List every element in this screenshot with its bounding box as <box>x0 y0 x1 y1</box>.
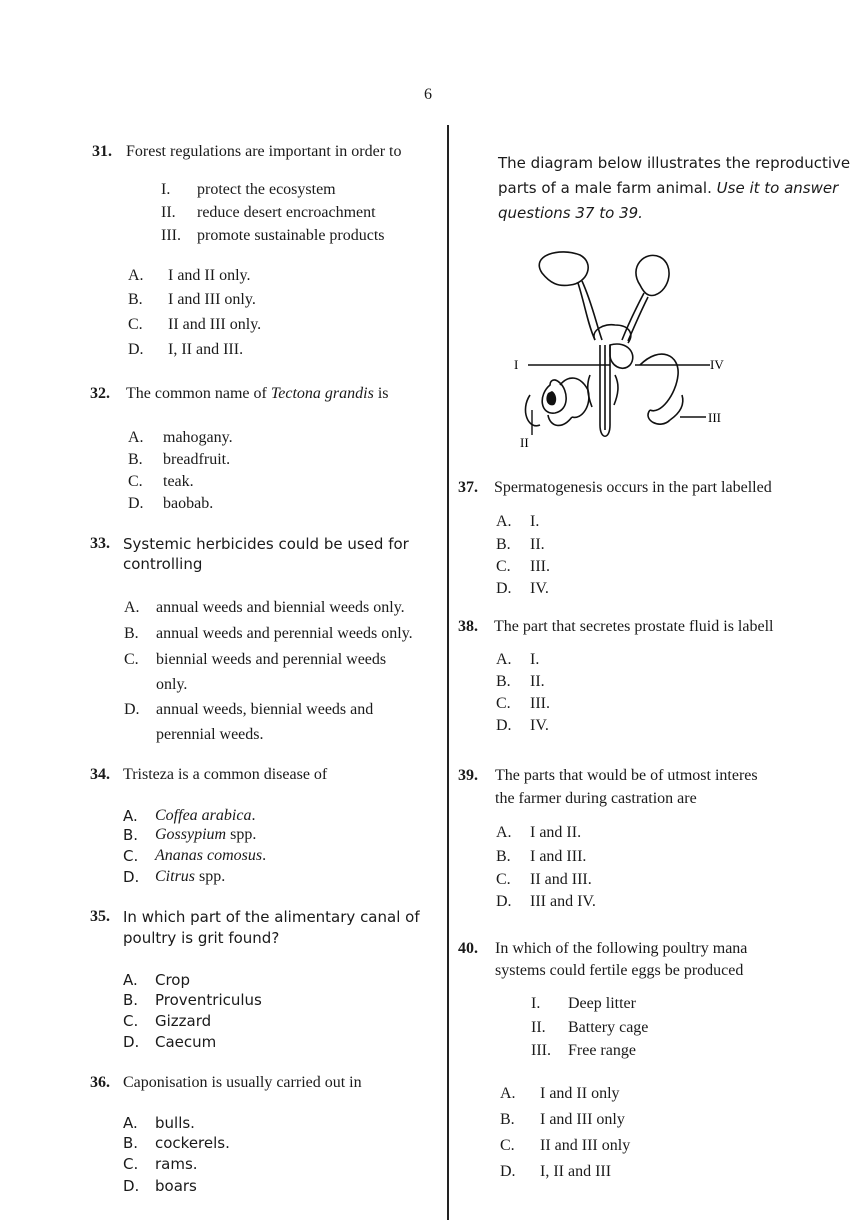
male-reproductive-diagram <box>510 245 740 455</box>
option-letter: B. <box>128 451 143 468</box>
option-letter: B. <box>123 826 139 844</box>
option-letter: A. <box>123 971 138 989</box>
question-number: 39. <box>458 767 478 784</box>
option-letter: C. <box>123 1012 139 1030</box>
option-letter: C. <box>123 847 139 865</box>
question-stem: systems could fertile eggs be produced <box>495 962 744 979</box>
statement-text: protect the ecosystem <box>197 181 336 198</box>
question-stem <box>126 385 389 403</box>
option-text-continued: perennial weeds. <box>156 726 264 743</box>
column-divider <box>447 125 449 1220</box>
option-text <box>155 868 225 886</box>
option-letter: B. <box>496 536 511 553</box>
option-suffix: . <box>251 807 256 824</box>
diagram-label-i: I <box>514 357 519 372</box>
option-text: IV. <box>530 580 549 597</box>
statement-text: Free range <box>568 1042 636 1059</box>
intro-text <box>498 179 838 197</box>
question-stem: Tristeza is a common disease of <box>123 766 328 783</box>
statement-text: Deep litter <box>568 995 636 1012</box>
option-text: biennial weeds and perennial weeds <box>156 651 387 668</box>
option-letter: C. <box>496 695 511 712</box>
option-letter: D. <box>496 717 512 734</box>
question-stem: Caponisation is usually carried out in <box>123 1074 362 1091</box>
testis-right <box>640 354 678 411</box>
option-text <box>155 826 256 844</box>
statement-numeral: III. <box>531 1042 551 1059</box>
option-text <box>155 847 266 865</box>
intro-instruction: Use it to answer <box>716 179 839 197</box>
option-text: mahogany. <box>163 429 233 446</box>
option-text: IV. <box>530 717 549 734</box>
scientific-name: Tectona grandis <box>270 385 374 402</box>
option-text: I and II only <box>540 1085 620 1102</box>
option-text: I and III. <box>530 848 587 865</box>
option-letter: D. <box>500 1163 516 1180</box>
option-text: Caecum <box>155 1033 217 1051</box>
option-text: III. <box>530 558 550 575</box>
intro-instruction: questions 37 to 39. <box>498 204 643 222</box>
option-letter: B. <box>496 848 511 865</box>
statement-text: Battery cage <box>568 1019 649 1036</box>
question-number: 36. <box>90 1074 110 1091</box>
question-stem: controlling <box>123 555 203 573</box>
scientific-name: Ananas comosus <box>155 847 263 864</box>
option-text: I, II and III <box>540 1163 612 1180</box>
option-text: III and IV. <box>530 893 596 910</box>
option-text: Proventriculus <box>155 991 262 1009</box>
stem-text: The common name of <box>126 385 267 402</box>
statement-numeral: II. <box>531 1019 546 1036</box>
option-text: I and III only <box>540 1111 625 1128</box>
option-letter: C. <box>496 871 511 888</box>
option-letter: A. <box>124 599 140 616</box>
option-text: II and III only. <box>168 316 262 333</box>
statement-numeral: I. <box>161 181 171 198</box>
intro-text-part: parts of a male farm animal. <box>498 179 712 197</box>
question-number: 40. <box>458 940 478 957</box>
option-letter: C. <box>123 1155 139 1173</box>
option-letter: B. <box>123 1134 139 1152</box>
option-letter: C. <box>124 651 139 668</box>
statement-numeral: II. <box>161 204 176 221</box>
option-letter: D. <box>128 341 144 358</box>
option-text: III. <box>530 695 550 712</box>
option-text <box>155 807 255 825</box>
question-stem: Systemic herbicides could be used for <box>123 535 409 553</box>
scientific-name: Gossypium <box>155 826 227 843</box>
option-letter: A. <box>128 429 144 446</box>
seminal-vesicle-left <box>539 252 588 286</box>
statement-text: promote sustainable products <box>197 227 385 244</box>
option-letter: C. <box>500 1137 515 1154</box>
option-letter: D. <box>123 868 140 886</box>
option-text-continued: only. <box>156 676 188 693</box>
option-letter: D. <box>496 893 512 910</box>
intro-text: The diagram below illustrates the reproductive <box>498 154 851 172</box>
scientific-name: Coffea arabica <box>155 807 252 824</box>
option-letter: A. <box>496 651 512 668</box>
question-stem: the farmer during castration are <box>495 790 697 807</box>
option-letter: A. <box>123 1114 138 1132</box>
seminal-vesicle-right <box>636 255 669 295</box>
option-text: I and II. <box>530 824 582 841</box>
option-text: cockerels. <box>155 1134 230 1152</box>
option-letter: A. <box>496 513 512 530</box>
option-letter: C. <box>128 473 143 490</box>
option-text: II and III. <box>530 871 592 888</box>
option-letter: C. <box>128 316 143 333</box>
option-letter: D. <box>496 580 512 597</box>
question-number: 38. <box>458 618 478 635</box>
question-number: 37. <box>458 479 478 496</box>
option-text: I, II and III. <box>168 341 244 358</box>
question-stem: The part that secretes prostate fluid is labell <box>494 618 774 635</box>
option-letter: A. <box>496 824 512 841</box>
question-number: 31. <box>92 143 112 160</box>
option-text: Crop <box>155 971 191 989</box>
question-number: 35. <box>90 908 110 925</box>
option-text: teak. <box>163 473 194 490</box>
option-letter: D. <box>123 1177 140 1195</box>
option-text: boars <box>155 1177 197 1195</box>
option-text: bulls. <box>155 1114 195 1132</box>
question-stem: In which part of the alimentary canal of <box>123 908 420 926</box>
option-suffix: spp. <box>226 826 257 843</box>
question-number: 34. <box>90 766 110 783</box>
page-number: 6 <box>424 86 432 103</box>
question-number: 32. <box>90 385 110 402</box>
option-text: I. <box>530 651 540 668</box>
option-text: II. <box>530 536 545 553</box>
option-letter: B. <box>123 991 139 1009</box>
option-letter: A. <box>123 807 138 825</box>
option-text: I. <box>530 513 540 530</box>
option-letter: B. <box>496 673 511 690</box>
option-letter: A. <box>128 267 144 284</box>
option-letter: B. <box>124 625 139 642</box>
option-text: annual weeds and biennial weeds only. <box>156 599 405 616</box>
statement-text: reduce desert encroachment <box>197 204 376 221</box>
option-suffix: spp. <box>195 868 226 885</box>
diagram-label-ii: II <box>520 435 529 450</box>
scientific-name: Citrus <box>155 868 196 885</box>
stem-text: is <box>377 385 389 402</box>
option-text: I and II only. <box>168 267 251 284</box>
option-text: breadfruit. <box>163 451 231 468</box>
question-stem: The parts that would be of utmost interes <box>495 767 758 784</box>
statement-numeral: I. <box>531 995 541 1012</box>
option-text: Gizzard <box>155 1012 212 1030</box>
option-text: annual weeds, biennial weeds and <box>156 701 374 718</box>
question-stem: Forest regulations are important in order to <box>126 143 402 160</box>
statement-numeral: III. <box>161 227 181 244</box>
option-letter: B. <box>128 291 143 308</box>
question-stem: In which of the following poultry mana <box>495 940 748 957</box>
option-letter: A. <box>500 1085 516 1102</box>
option-text: rams. <box>155 1155 198 1173</box>
question-number: 33. <box>90 535 110 552</box>
diagram-label-iv: IV <box>710 357 724 372</box>
option-text: II and III only <box>540 1137 631 1154</box>
question-stem: poultry is grit found? <box>123 929 280 947</box>
option-text: annual weeds and perennial weeds only. <box>156 625 413 642</box>
diagram-label-iii: III <box>708 410 721 425</box>
option-suffix: . <box>262 847 267 864</box>
option-text: II. <box>530 673 545 690</box>
option-letter: D. <box>128 495 144 512</box>
option-letter: B. <box>500 1111 515 1128</box>
option-letter: D. <box>124 701 140 718</box>
option-text: baobab. <box>163 495 214 512</box>
option-text: I and III only. <box>168 291 256 308</box>
option-letter: C. <box>496 558 511 575</box>
question-stem: Spermatogenesis occurs in the part labelled <box>494 479 772 496</box>
option-letter: D. <box>123 1033 140 1051</box>
